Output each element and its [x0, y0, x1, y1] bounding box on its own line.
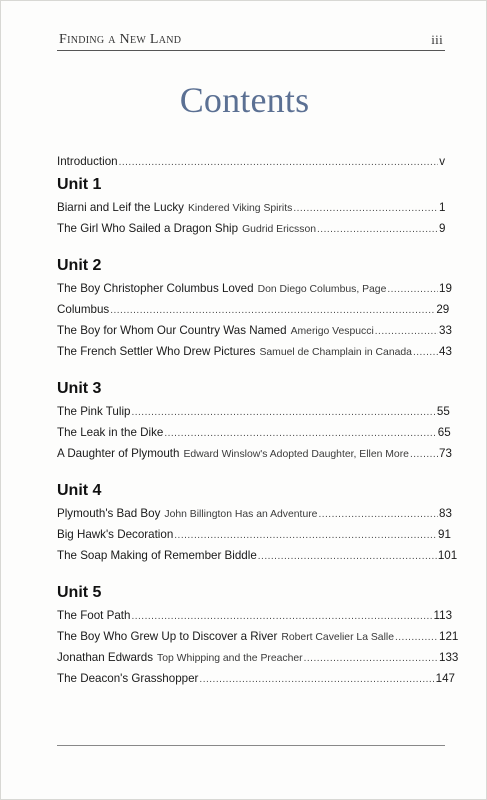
unit-heading: Unit 3 — [57, 380, 102, 397]
dot-leader — [174, 525, 437, 546]
page-number: iii — [431, 32, 443, 47]
toc-entry — [57, 299, 450, 320]
entry-title: The Pink Tulip — [57, 405, 131, 418]
entry-title: The Boy Who Grew Up to Discover a River — [57, 630, 278, 643]
entry-page-number: v — [439, 155, 445, 168]
entry-page-number: 133 — [439, 651, 459, 664]
toc-entry — [57, 320, 452, 341]
entry-subtitle: John Billington Has an Adventure — [164, 509, 318, 520]
entry-page-number: 101 — [437, 549, 458, 562]
entry-title: A Daughter of Plymouth — [57, 447, 180, 460]
dot-leader — [164, 423, 436, 444]
dot-leader — [317, 219, 438, 240]
entry-title: Jonathan Edwards — [57, 651, 154, 664]
entry-subtitle: Don Diego Columbus, Page — [257, 284, 387, 295]
entry-page-number: 9 — [439, 222, 446, 235]
bottom-rule — [57, 745, 445, 746]
entry-subtitle: Robert Cavelier La Salle — [281, 632, 394, 643]
toc-entry — [57, 668, 455, 689]
dot-leader — [131, 402, 435, 423]
toc-entry — [57, 218, 445, 239]
entry-title: The Leak in the Dike — [57, 426, 164, 439]
entry-subtitle: Samuel de Champlain in Canada — [259, 347, 412, 358]
dot-leader — [410, 444, 438, 465]
entry-page-number: 113 — [433, 609, 453, 622]
dot-leader — [131, 606, 432, 627]
dot-leader — [387, 279, 438, 300]
entry-page-number: 1 — [439, 201, 446, 214]
dot-leader — [293, 198, 438, 219]
entry-subtitle: Gudrid Ericsson — [242, 224, 317, 235]
entry-title: Introduction — [57, 155, 118, 168]
entry-title: The Boy Christopher Columbus Loved — [57, 282, 254, 295]
entry-title: Biarni and Leif the Lucky — [57, 201, 184, 214]
toc-entry — [57, 545, 458, 566]
entry-page-number: 73 — [439, 447, 452, 460]
toc-entry-introduction — [57, 151, 445, 172]
entry-title: The Boy for Whom Our Country Was Named — [57, 324, 287, 337]
dot-leader — [318, 504, 438, 525]
entry-subtitle: Kindered Viking Spirits — [187, 203, 293, 214]
unit-heading: Unit 4 — [57, 482, 102, 499]
running-head — [57, 32, 445, 51]
toc-entry — [57, 524, 451, 545]
entry-page-number: 55 — [436, 405, 450, 418]
toc-entry — [57, 503, 452, 524]
toc-entry — [57, 647, 459, 668]
entry-title: Plymouth's Bad Boy — [57, 507, 161, 520]
entry-page-number: 29 — [436, 303, 450, 316]
dot-leader — [304, 648, 438, 669]
entry-page-number: 147 — [435, 672, 455, 685]
entry-title: The Girl Who Sailed a Dragon Ship — [57, 222, 239, 235]
unit-heading: Unit 5 — [57, 584, 102, 601]
toc-entry — [57, 278, 452, 299]
dot-leader — [375, 321, 438, 342]
entry-title: Columbus — [57, 303, 110, 316]
entry-title: The Deacon's Grasshopper — [57, 672, 199, 685]
dot-leader — [119, 152, 438, 173]
unit-heading: Unit 2 — [57, 257, 102, 274]
table-of-contents — [57, 151, 459, 689]
dot-leader — [413, 342, 438, 363]
dot-leader — [395, 627, 438, 648]
toc-entry — [57, 626, 459, 647]
entry-subtitle: Top Whipping and the Preacher — [157, 653, 303, 664]
dot-leader — [258, 546, 437, 567]
entry-page-number: 83 — [439, 507, 452, 520]
entry-page-number: 33 — [439, 324, 452, 337]
entry-title: The Foot Path — [57, 609, 131, 622]
entry-subtitle: Edward Winslow's Adopted Daughter, Ellen More — [183, 449, 409, 460]
entry-page-number: 65 — [437, 426, 451, 439]
dot-leader — [199, 669, 434, 690]
entry-title: Big Hawk's Decoration — [57, 528, 174, 541]
entry-page-number: 43 — [439, 345, 452, 358]
entry-title: The Soap Making of Remember Biddle — [57, 549, 257, 562]
toc-entry — [57, 443, 452, 464]
toc-entry — [57, 605, 453, 626]
toc-entry — [57, 341, 452, 362]
entry-page-number: 91 — [438, 528, 451, 541]
entry-page-number: 19 — [439, 282, 452, 295]
toc-entry — [57, 422, 451, 443]
toc-entry — [57, 401, 450, 422]
entry-page-number: 121 — [439, 630, 459, 643]
toc-entry — [57, 197, 445, 218]
dot-leader — [110, 300, 435, 321]
entry-subtitle: Amerigo Vespucci — [290, 326, 374, 337]
unit-heading: Unit 1 — [57, 176, 102, 193]
page-title: Contents — [179, 80, 310, 120]
running-head-title: Finding a New Land — [59, 32, 182, 47]
entry-title: The French Settler Who Drew Pictures — [57, 345, 256, 358]
